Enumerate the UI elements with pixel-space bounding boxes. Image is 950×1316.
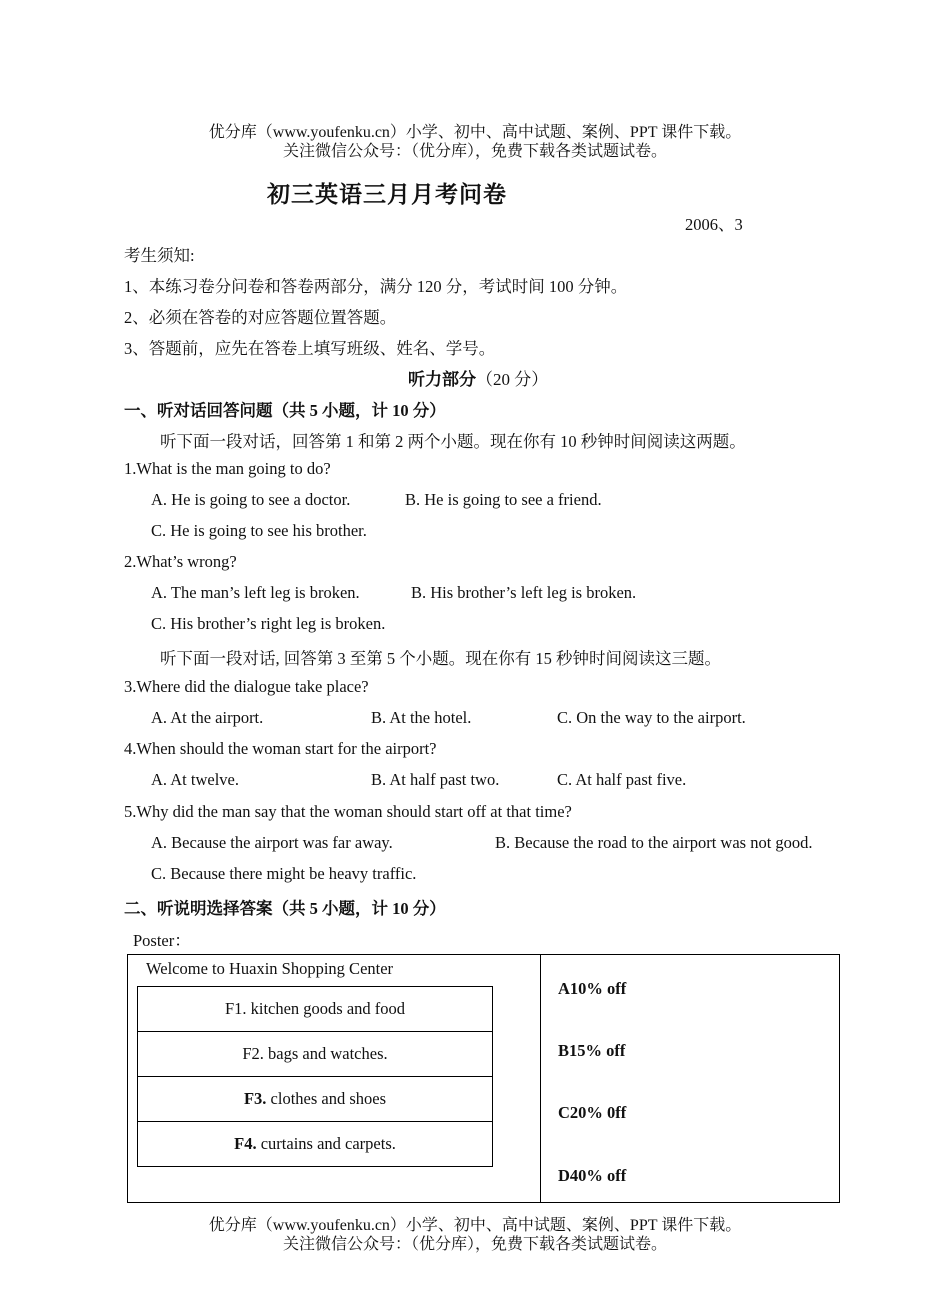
listening-score: （20 分） [476,370,549,389]
q5-option-b: B. Because the road to the airport was not good. [495,833,813,852]
floor-cell [137,986,493,1032]
q1-option-c: C. He is going to see his brother. [151,521,367,540]
floor-text: clothes and shoes [266,1089,387,1108]
discount-option-c: C20% 0ff [558,1103,627,1122]
question-5: 5.Why did the man say that the woman should start off at that time? [124,802,572,821]
floor-code: F4. [234,1134,257,1153]
section2-heading: 二、听说明选择答案（共 5 小题，计 10 分） [124,899,446,918]
footer-line-1: 优分库（www.youfenku.cn）小学、初中、高中试题、案例、PPT 课件下载。 [208,1217,742,1234]
q2-option-a: A. The man’s left leg is broken. [151,583,360,602]
floor-text: F1. kitchen goods and food [224,999,406,1018]
q4-option-a: A. At twelve. [151,770,239,789]
listening-title: 听力部分 [408,370,476,389]
question-1: 1.What is the man going to do? [124,459,331,478]
section1-intro-2: 听下面一段对话, 回答第 3 至第 5 个小题。现在你有 15 秒钟时间阅读这三题。 [160,649,721,668]
discount-option-a: A10% off [558,979,627,998]
section1-heading: 一、听对话回答问题（共 5 小题，计 10 分） [124,401,446,420]
question-2: 2.What’s wrong? [124,552,237,571]
q3-option-a: A. At the airport. [151,708,264,727]
floor-code: F3. [243,1089,267,1108]
floor-text: curtains and carpets. [256,1134,396,1153]
floor-cell [137,1121,493,1167]
header-line-2: 关注微信公众号：（优分库），免费下载各类试题试卷。 [282,143,667,160]
discount-option-d: D40% off [558,1166,627,1185]
q4-option-b: B. At half past two. [371,770,500,789]
poster-divider [540,954,541,1203]
q1-option-a: A. He is going to see a doctor. [151,490,351,509]
poster-title: Welcome to Huaxin Shopping Center [146,959,394,978]
footer-line-2: 关注微信公众号：（优分库），免费下载各类试题试卷。 [282,1236,667,1253]
q5-option-a: A. Because the airport was far away. [151,833,393,852]
q2-option-c: C. His brother’s right leg is broken. [151,614,386,633]
notice-item: 1、本练习卷分问卷和答卷两部分，满分 120 分，考试时间 100 分钟。 [124,277,628,296]
discount-option-b: B15% off [558,1041,626,1060]
q4-option-c: C. At half past five. [557,770,687,789]
floor-cell [137,1076,493,1122]
header-line-1: 优分库（www.youfenku.cn）小学、初中、高中试题、案例、PPT 课件下载。 [208,124,742,141]
poster-label: Poster： [133,931,191,950]
q1-option-b: B. He is going to see a friend. [405,490,602,509]
question-3: 3.Where did the dialogue take place? [124,677,369,696]
listening-heading [408,365,548,390]
notice-item: 3、答题前，应先在答卷上填写班级、姓名、学号。 [124,339,496,358]
q3-option-c: C. On the way to the airport. [557,708,746,727]
page-title: 初三英语三月月考问卷 [267,182,507,207]
exam-date: 2006、3 [685,215,743,234]
q5-option-c: C. Because there might be heavy traffic. [151,864,417,883]
question-4: 4.When should the woman start for the airport? [124,739,437,758]
section1-intro-1: 听下面一段对话，回答第 1 和第 2 两个小题。现在你有 10 秒钟时间阅读这两题。 [160,432,746,451]
q2-option-b: B. His brother’s left leg is broken. [411,583,637,602]
floor-cell [137,1031,493,1077]
notice-item: 2、必须在答卷的对应答题位置答题。 [124,308,397,327]
floor-text: F2. bags and watches. [242,1044,388,1063]
q3-option-b: B. At the hotel. [371,708,472,727]
notice-heading: 考生须知: [124,246,195,265]
